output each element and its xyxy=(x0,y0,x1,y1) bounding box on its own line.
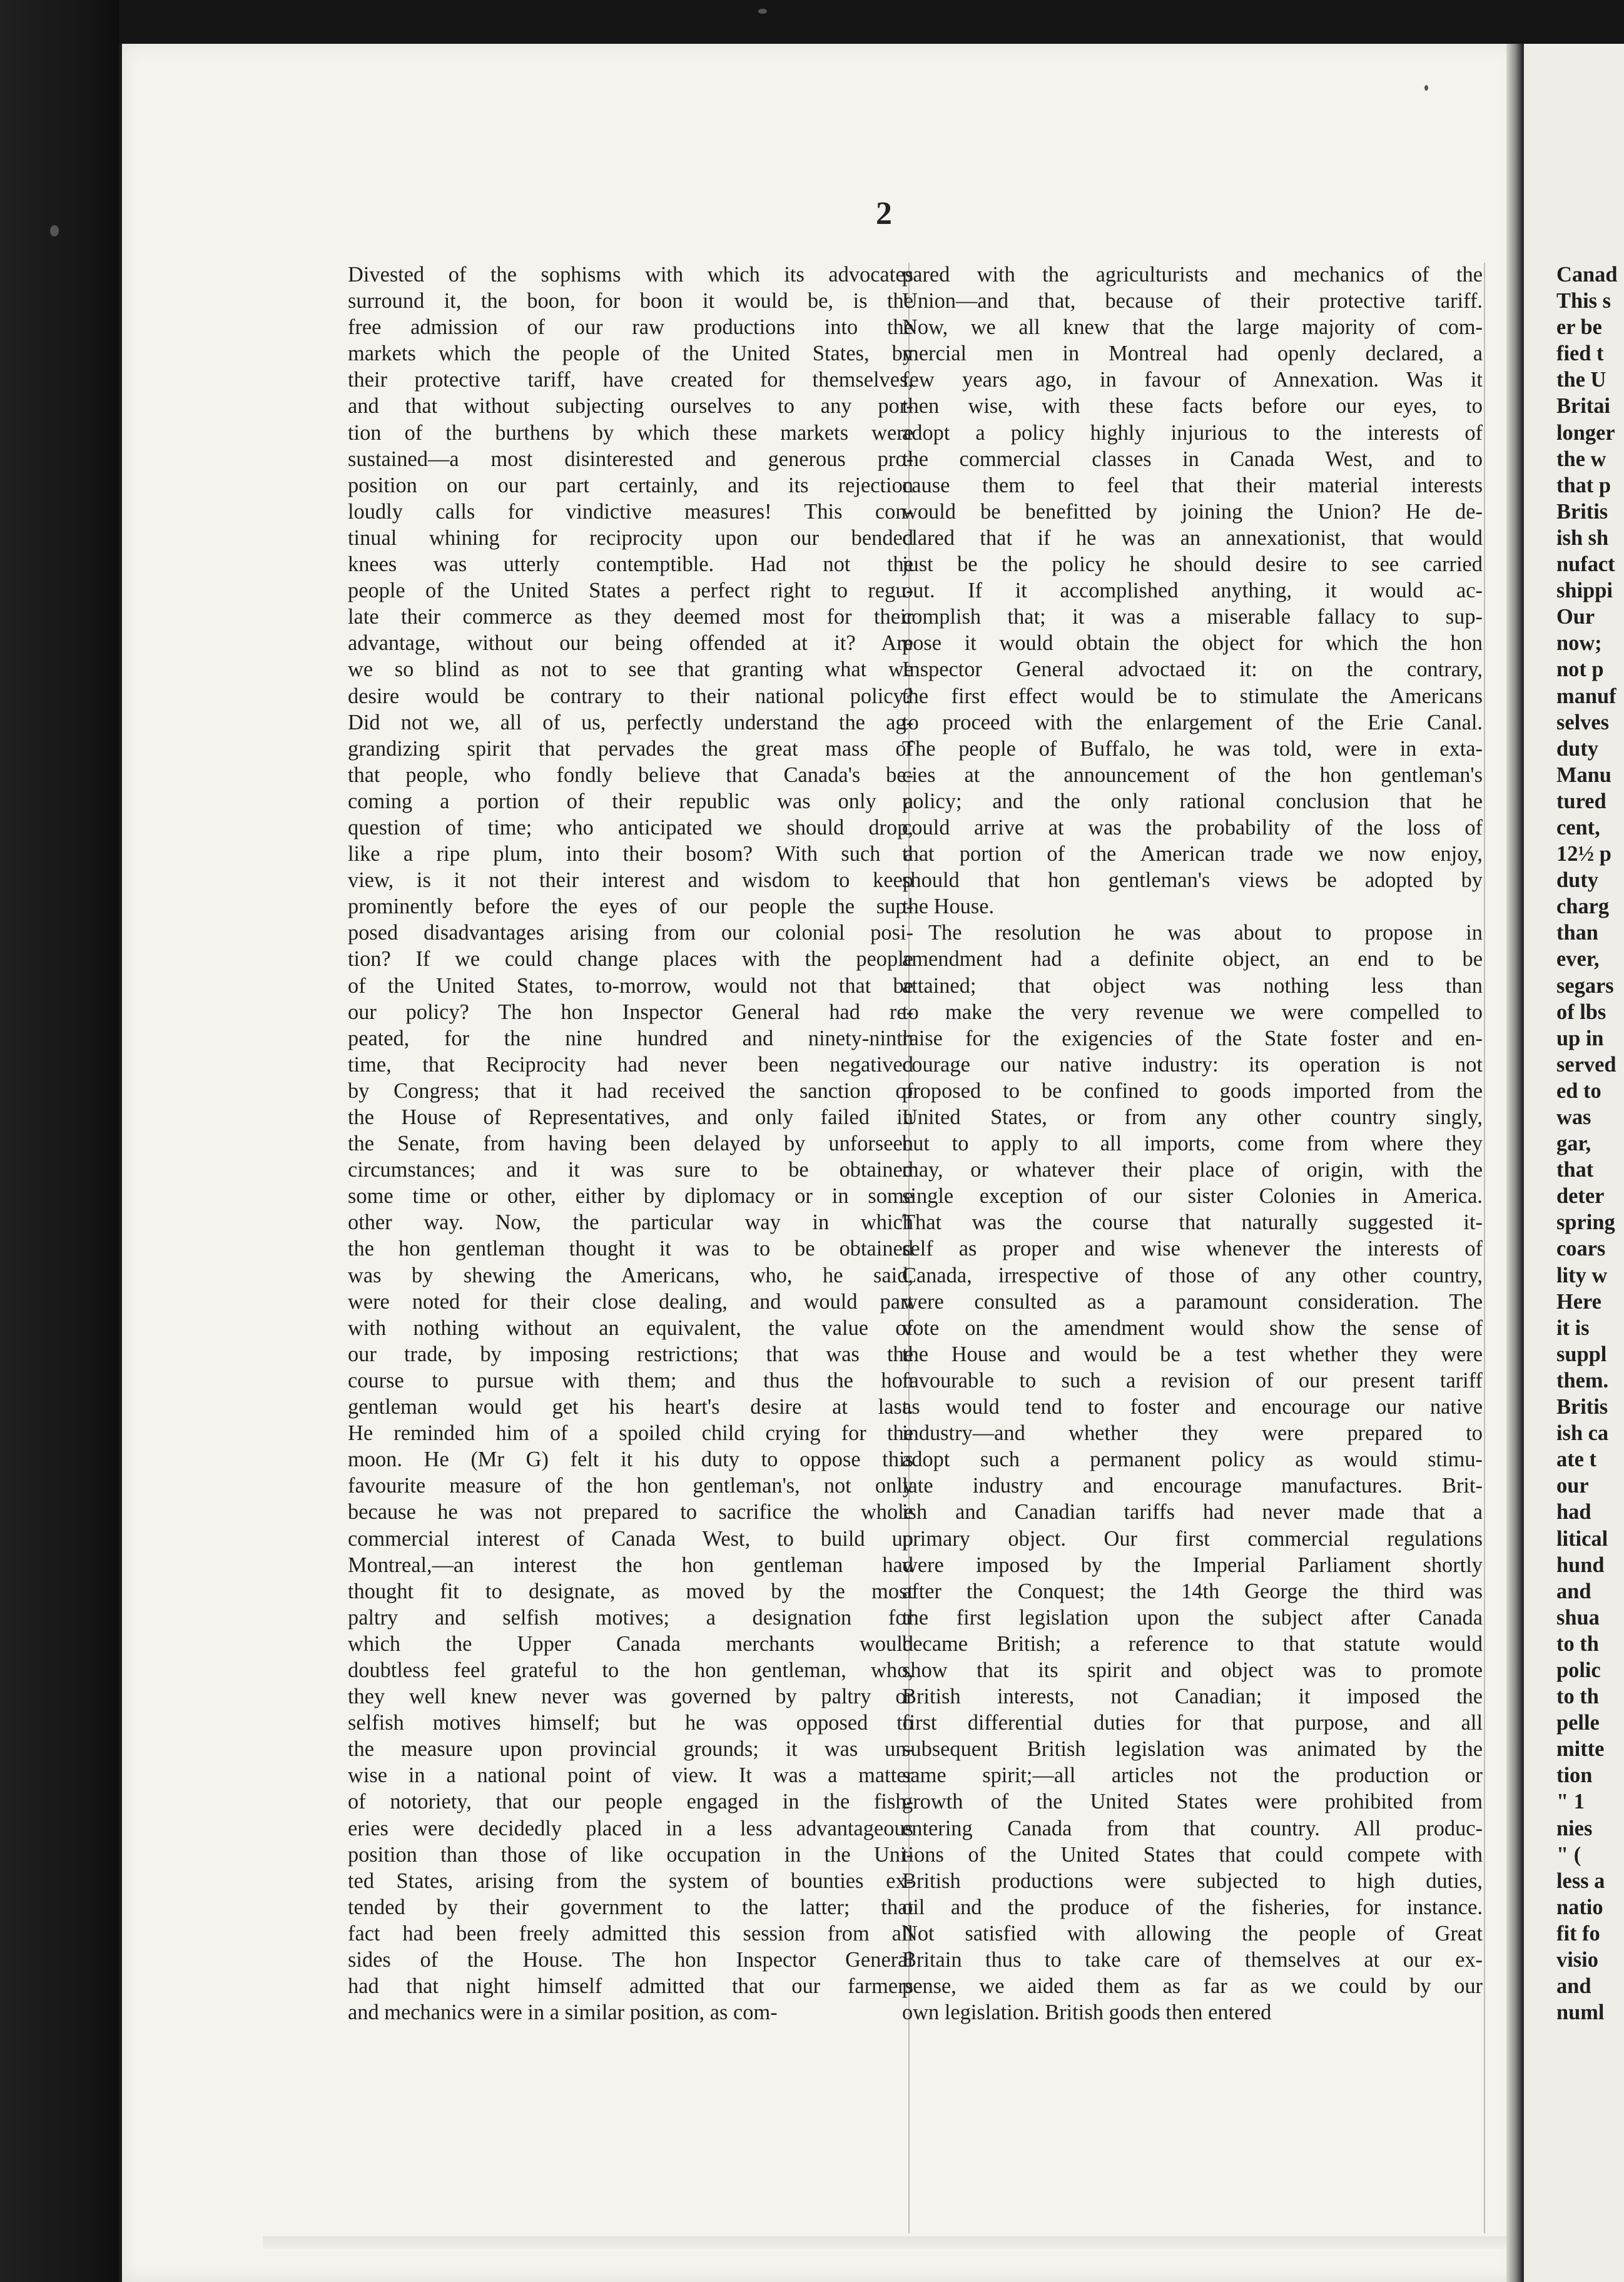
text-line: self as proper and wise whenever the interests of xyxy=(902,1237,1483,1261)
text-line: amendment had a definite object, an end to be xyxy=(902,947,1483,971)
text-line: peated, for the nine hundred and ninety-ninth xyxy=(348,1026,913,1050)
text-line: primary object. Our first commercial regulations xyxy=(902,1526,1483,1551)
text-line: shippi xyxy=(1556,579,1613,603)
text-line: pense, we aided them as far as we could by our xyxy=(902,1974,1483,1999)
text-line: charg xyxy=(1556,895,1610,919)
text-line: was by shewing the Americans, who, he said, xyxy=(348,1263,913,1287)
text-line: had that night himself admitted that our farmers xyxy=(348,1974,913,1999)
text-line: ate t xyxy=(1556,1448,1596,1472)
text-line: commercial interest of Canada West, to build up xyxy=(348,1526,913,1551)
text-line: but to apply to all imports, come from where they xyxy=(902,1132,1483,1156)
text-line: few years ago, in favour of Annexation. Was it xyxy=(902,368,1483,392)
text-line: of lbs xyxy=(1556,1000,1606,1024)
text-line: tended by their government to the latter; that xyxy=(348,1895,913,1919)
text-line: The resolution he was about to propose in xyxy=(928,921,1483,945)
text-line: hund xyxy=(1556,1553,1605,1577)
text-line: British productions were subjected to high duties, xyxy=(902,1869,1483,1893)
text-line: " ( xyxy=(1556,1842,1581,1867)
text-line: ish sh xyxy=(1556,525,1609,550)
text-line: time, that Reciprocity had never been negatived xyxy=(348,1052,913,1077)
text-line: their protective tariff, have created for themselves, xyxy=(348,368,913,392)
text-line: served xyxy=(1556,1052,1616,1077)
text-line: doubtless feel grateful to the hon gentleman, who, xyxy=(348,1658,913,1682)
text-line: grandizing spirit that pervades the great mass of xyxy=(348,736,913,761)
text-line: industry—and whether they were prepared to xyxy=(902,1421,1483,1446)
text-line: The people of Buffalo, he was told, were in exta- xyxy=(902,736,1483,761)
text-line: courage our native industry: its operation is not xyxy=(902,1052,1483,1077)
text-line: show that its spirit and object was to promote xyxy=(902,1658,1483,1682)
text-line: Britain thus to take care of themselves at our ex- xyxy=(902,1948,1483,1972)
text-line: just be the policy he should desire to see carried xyxy=(902,552,1483,577)
text-line: ted States, arising from the system of bounties ex- xyxy=(348,1869,913,1893)
text-line: and mechanics were in a similar position, as com- xyxy=(348,2001,778,2025)
text-line: ish ca xyxy=(1556,1421,1609,1446)
text-column-left xyxy=(348,261,913,2026)
text-line: Inspector General advoctaed it: on the contrary, xyxy=(902,657,1483,682)
text-line: and that without subjecting ourselves to any por- xyxy=(348,394,913,418)
text-line: moon. He (Mr G) felt it his duty to oppose this xyxy=(348,1448,913,1472)
text-line: vote on the amendment would show the sense of xyxy=(902,1316,1483,1340)
text-line: Britai xyxy=(1556,394,1610,418)
text-line: our trade, by imposing restrictions; that was the xyxy=(348,1342,913,1366)
text-line: duty xyxy=(1556,736,1598,761)
text-line: nufact xyxy=(1556,552,1615,577)
text-line: prominently before the eyes of our people the sup- xyxy=(348,895,913,919)
text-line: pose it would obtain the object for which the hon xyxy=(902,631,1483,656)
text-line: deter xyxy=(1556,1184,1605,1209)
text-line: favourable to such a revision of our present tariff xyxy=(902,1368,1483,1392)
text-line: up in xyxy=(1556,1026,1604,1050)
text-line: lity w xyxy=(1556,1263,1608,1287)
text-line: our policy? The hon Inspector General had re- xyxy=(348,1000,913,1024)
text-line: may, or whatever their place of origin, with the xyxy=(902,1158,1483,1182)
text-line: pelle xyxy=(1556,1711,1600,1735)
text-line: surround it, the boon, for boon it would be, is the xyxy=(348,289,913,313)
text-line: of the United States, to-morrow, would not that be xyxy=(348,973,913,998)
text-line: that people, who fondly believe that Canada's be- xyxy=(348,763,913,787)
text-line: segars xyxy=(1556,973,1614,998)
text-line: posed disadvantages arising from our colonial posi- xyxy=(348,921,913,945)
text-line: were noted for their close dealing, and would part xyxy=(348,1289,913,1314)
text-line: position on our part certainly, and its rejection xyxy=(348,473,913,497)
text-line: cies at the announcement of the hon gentleman's xyxy=(902,763,1483,787)
column-rule xyxy=(1484,263,1485,2233)
text-line: spring xyxy=(1556,1210,1615,1235)
text-line: subsequent British legislation was animated by the xyxy=(902,1737,1483,1762)
text-line: Did not we, all of us, perfectly understand the ag- xyxy=(348,710,913,734)
text-line: own legislation. British goods then entered xyxy=(902,2001,1272,2025)
text-line: desire would be contrary to their national policy? xyxy=(348,684,913,708)
text-line: sides of the House. The hon Inspector General xyxy=(348,1948,913,1972)
text-line: the first effect would be to stimulate the Americans xyxy=(902,684,1483,708)
page-number: 2 xyxy=(876,196,892,231)
text-line: of notoriety, that our people engaged in the fish- xyxy=(348,1790,913,1814)
text-line: Union—and that, because of their protective tariff. xyxy=(902,289,1483,313)
text-line: them. xyxy=(1556,1368,1609,1392)
text-line: out. If it accomplished anything, it would ac- xyxy=(902,579,1483,603)
text-line: the measure upon provincial grounds; it was un- xyxy=(348,1737,913,1762)
text-line: Divested of the sophisms with which its advocates xyxy=(348,263,913,287)
text-line: like a ripe plum, into their bosom? With such a xyxy=(348,842,913,866)
text-line: wise in a national point of view. It was a matter xyxy=(348,1763,913,1788)
text-line: the Senate, from having been delayed by unforseen xyxy=(348,1132,913,1156)
text-line: fit fo xyxy=(1556,1921,1600,1945)
text-line: some time or other, either by diplomacy or in some xyxy=(348,1184,913,1209)
text-line: cause them to feel that their material interests xyxy=(902,473,1483,497)
text-line: Our xyxy=(1556,605,1595,629)
text-line: oil and the produce of the fisheries, for instance. xyxy=(902,1895,1483,1919)
text-line: longer xyxy=(1556,420,1615,445)
text-line: was xyxy=(1556,1105,1591,1129)
text-line: mitte xyxy=(1556,1737,1605,1762)
text-line: should that hon gentleman's views be adopted by xyxy=(902,868,1483,893)
text-line: fied t xyxy=(1556,342,1604,366)
text-line: suppl xyxy=(1556,1342,1607,1366)
text-line: complish that; it was a miserable fallacy to sup- xyxy=(902,605,1483,629)
text-line: Canad xyxy=(1556,263,1618,287)
text-line: This s xyxy=(1556,289,1611,313)
text-line: attained; that object was nothing less than xyxy=(902,973,1483,998)
text-line: that xyxy=(1556,1158,1594,1182)
text-line: United States, or from any other country singly, xyxy=(902,1105,1483,1129)
text-line: natio xyxy=(1556,1895,1603,1919)
text-line: because he was not prepared to sacrifice the whole xyxy=(348,1500,913,1524)
text-line: Britis xyxy=(1556,1395,1608,1419)
text-line: adopt such a permanent policy as would stimu- xyxy=(902,1448,1483,1472)
text-line: coars xyxy=(1556,1237,1606,1261)
text-line: He reminded him of a spoiled child crying for the xyxy=(348,1421,913,1446)
text-line: markets which the people of the United States, by xyxy=(348,342,913,366)
text-line: would be benefitted by joining the Union? He de- xyxy=(902,499,1483,524)
text-line: the House of Representatives, and only failed in xyxy=(348,1105,913,1129)
scan-speck xyxy=(50,225,59,236)
text-line: could arrive at was the probability of the loss of xyxy=(902,815,1483,839)
text-line: proposed to be confined to goods imported from the xyxy=(902,1078,1483,1103)
text-line: after the Conquest; the 14th George the third was xyxy=(902,1579,1483,1603)
text-line: had xyxy=(1556,1500,1591,1524)
text-line: as would tend to foster and encourage our native xyxy=(902,1395,1483,1419)
text-line: free admission of our raw productions into the xyxy=(348,315,913,340)
text-line: tions of the United States that could compete with xyxy=(902,1842,1483,1867)
text-line: were imposed by the Imperial Parliament shortly xyxy=(902,1553,1483,1577)
text-line: Here xyxy=(1556,1289,1601,1314)
text-line: shua xyxy=(1556,1605,1600,1630)
text-line: duty xyxy=(1556,868,1598,893)
text-line: adopt a policy highly injurious to the interests of xyxy=(902,420,1483,445)
text-line: the first legislation upon the subject after Canada xyxy=(902,1605,1483,1630)
scan-speck xyxy=(1424,85,1428,91)
text-line: knees was utterly contemptible. Had not the xyxy=(348,552,913,577)
text-line: and xyxy=(1556,1974,1591,1999)
text-line: policy; and the only rational conclusion that he xyxy=(902,789,1483,813)
text-line: polic xyxy=(1556,1658,1601,1682)
text-line: sustained—a most disinterested and generous pro- xyxy=(348,447,913,471)
text-line: tured xyxy=(1556,789,1606,813)
text-line: tion of the burthens by which these markets were xyxy=(348,420,913,445)
page-gutter xyxy=(1506,44,1521,2282)
text-line: nies xyxy=(1556,1816,1593,1840)
text-line: litical xyxy=(1556,1526,1608,1551)
text-line: that p xyxy=(1556,473,1611,497)
text-line: That was the course that naturally suggested it- xyxy=(902,1210,1483,1235)
text-line: less a xyxy=(1556,1869,1605,1893)
scan-left-border xyxy=(0,0,119,2282)
text-line: view, is it not their interest and wisdom to keep xyxy=(348,868,913,893)
text-line: thought fit to designate, as moved by the most xyxy=(348,1579,913,1603)
text-line: manuf xyxy=(1556,684,1616,708)
text-column-right-fragment xyxy=(1556,261,1624,2026)
text-line: course to pursue with them; and thus the hon xyxy=(348,1368,913,1392)
text-line: 12½ p xyxy=(1556,842,1611,866)
text-line: late industry and encourage manufactures. Brit- xyxy=(902,1474,1483,1498)
text-line: tinual whining for reciprocity upon our bended xyxy=(348,525,913,550)
scan-top-border xyxy=(0,0,1624,44)
text-line: entering Canada from that country. All produc- xyxy=(902,1816,1483,1840)
text-line: other way. Now, the particular way in which xyxy=(348,1210,913,1235)
text-line: Not satisfied with allowing the people of Great xyxy=(902,1921,1483,1945)
text-line: it is xyxy=(1556,1316,1590,1340)
text-line: er be xyxy=(1556,315,1602,340)
text-line: to make the very revenue we were compelled to xyxy=(902,1000,1483,1024)
text-line: British interests, not Canadian; it imposed the xyxy=(902,1685,1483,1709)
text-line: clared that if he was an annexationist, that would xyxy=(902,525,1483,550)
text-line: by Congress; that it had received the sanction of xyxy=(348,1078,913,1103)
text-line: late their commerce as they deemed most for their xyxy=(348,605,913,629)
text-line: gar, xyxy=(1556,1132,1591,1156)
text-line: and xyxy=(1556,1579,1591,1603)
text-line: Manu xyxy=(1556,763,1611,787)
text-line: cent, xyxy=(1556,815,1600,839)
text-line: the U xyxy=(1556,368,1606,392)
text-line: now; xyxy=(1556,631,1602,656)
text-line: advantage, without our being offended at it? Are xyxy=(348,631,913,656)
text-line: became British; a reference to that statute would xyxy=(902,1631,1483,1656)
text-line: coming a portion of their republic was only a xyxy=(348,789,913,813)
text-line: ed to xyxy=(1556,1078,1601,1103)
text-line: tion xyxy=(1556,1763,1593,1788)
scan-speck xyxy=(758,9,767,14)
text-line: growth of the United States were prohibited from xyxy=(902,1790,1483,1814)
text-line: our xyxy=(1556,1474,1589,1498)
text-line: " 1 xyxy=(1556,1790,1585,1814)
text-line: question of time; who anticipated we should drop, xyxy=(348,815,913,839)
text-line: with nothing without an equivalent, the value of xyxy=(348,1316,913,1340)
text-line: loudly calls for vindictive measures! This con- xyxy=(348,499,913,524)
text-line: that portion of the American trade we now enjoy, xyxy=(902,842,1483,866)
text-line: paltry and selfish motives; a designation for xyxy=(348,1605,913,1630)
text-line: Canada, irrespective of those of any other country, xyxy=(902,1263,1483,1287)
text-line: first differential duties for that purpose, and all xyxy=(902,1711,1483,1735)
text-line: the commercial classes in Canada West, and to xyxy=(902,447,1483,471)
text-line: numl xyxy=(1556,2001,1605,2025)
text-line: Now, we all knew that the large majority of com- xyxy=(902,315,1483,340)
text-line: than xyxy=(1556,921,1598,945)
text-line: then wise, with these facts before our eyes, to xyxy=(902,394,1483,418)
text-line: visio xyxy=(1556,1948,1598,1972)
text-column-middle xyxy=(902,261,1483,2026)
text-line: ish and Canadian tariffs had never made that a xyxy=(902,1500,1483,1524)
text-line: Montreal,—an interest the hon gentleman had xyxy=(348,1553,913,1577)
text-line: raise for the exigencies of the State foster and en- xyxy=(902,1026,1483,1050)
text-line: people of the United States a perfect right to regu- xyxy=(348,579,913,603)
text-line: favourite measure of the hon gentleman's, not only xyxy=(348,1474,913,1498)
text-line: mercial men in Montreal had openly declared, a xyxy=(902,342,1483,366)
text-line: which the Upper Canada merchants would xyxy=(348,1631,913,1656)
text-line: Britis xyxy=(1556,499,1608,524)
text-line: eries were decidedly placed in a less advantageous xyxy=(348,1816,913,1840)
text-line: selves xyxy=(1556,710,1610,734)
text-line: single exception of our sister Colonies in America. xyxy=(902,1184,1483,1209)
text-line: the House. xyxy=(902,895,995,919)
text-line: the hon gentleman thought it was to be obtained xyxy=(348,1237,913,1261)
text-line: we so blind as not to see that granting what we xyxy=(348,657,913,682)
text-line: selfish motives himself; but he was opposed to xyxy=(348,1711,913,1735)
text-line: to th xyxy=(1556,1631,1599,1656)
text-line: to th xyxy=(1556,1685,1599,1709)
text-line: pared with the agriculturists and mechanics of the xyxy=(902,263,1483,287)
text-line: to proceed with the enlargement of the Erie Canal. xyxy=(902,710,1483,734)
text-line: gentleman would get his heart's desire at last. xyxy=(348,1395,913,1419)
text-line: were consulted as a paramount consideration. The xyxy=(902,1289,1483,1314)
text-line: circumstances; and it was sure to be obtained xyxy=(348,1158,913,1182)
text-line: fact had been freely admitted this session from all xyxy=(348,1921,913,1945)
text-line: tion? If we could change places with the people xyxy=(348,947,913,971)
text-line: the House and would be a test whether they were xyxy=(902,1342,1483,1366)
text-line: the w xyxy=(1556,447,1606,471)
page-bottom-edge xyxy=(263,2236,1508,2249)
text-line: they well knew never was governed by paltry or xyxy=(348,1685,913,1709)
text-line: same spirit;—all articles not the production or xyxy=(902,1763,1483,1788)
text-line: not p xyxy=(1556,657,1604,682)
text-line: ever, xyxy=(1556,947,1600,971)
text-line: position than those of like occupation in the Uni- xyxy=(348,1842,913,1867)
